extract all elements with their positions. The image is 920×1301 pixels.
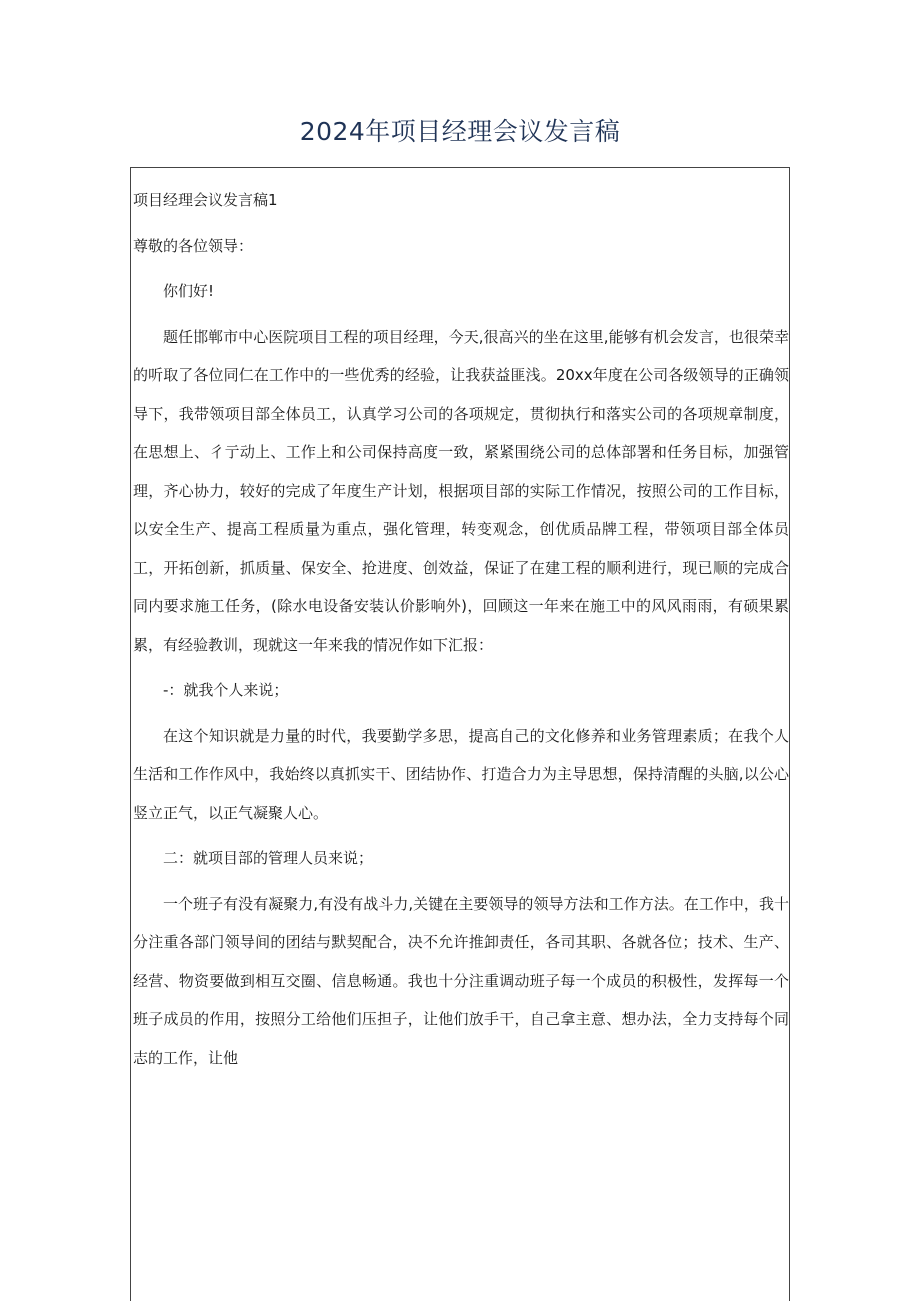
- subheading-personal: -：就我个人来说；: [163, 681, 289, 699]
- document-body: [133, 181, 789, 1077]
- document-title: 2024年项目经理会议发言稿: [299, 117, 621, 146]
- body-paragraph-management: 一个班子有没有凝聚力,有没有战斗力,关键在主要领导的领导方法和工作方法。在工作中，我十分注重各部门领导间的团结与默契配合，决不允许推卸责任，各司其职、各就各位；技术、生产、经营、物资要做到相互交圈、信息畅通。我也十分注重调动班子每一个成员的积极性，发挥每一个班子成员的作用，按照分工给他们压担子，让他们放手干，自己拿主意、想办法，全力支持每个同志的工作，让他: [133, 894, 789, 1067]
- body-paragraph-personal: 在这个知识就是力量的时代，我要勤学多思，提高自己的文化修养和业务管理素质；在我个人生活和工作作风中，我始终以真抓实干、团结协作、打造合力为主导思想，保持清醒的头脑,以公心竖立正气，以正气凝聚人心。: [133, 726, 789, 822]
- section-heading: 项目经理会议发言稿1: [133, 191, 278, 209]
- salutation: 尊敬的各位领导：: [133, 236, 254, 255]
- body-paragraph-intro: 题任邯郸市中心医院项目工程的项目经理，今天,很高兴的坐在这里,能够有机会发言，也很荣幸的听取了各位同仁在工作中的一些优秀的经验，让我获益匪浅。20xx年度在公司各级领导的正确领导下，我带领项目部全体员工，认真学习公司的各项规定，贯彻执行和落实公司的各项规章制度，在思想上、彳亍动上、工作上和公司保持高度一致，紧紧围绕公司的总体部署和任务目标，加强管理，齐心协力，较好的完成了年度生产计划，根据项目部的实际工作情况，按照公司的工作目标，以安全生产、提高工程质量为重点，强化管理，转变观念，创优质品牌工程，带领项目部全体员工，开拓创新，抓质量、保安全、抢进度、创效益，保证了在建工程的顺利进行，现已顺的完成合同内要求施工任务，(除水电设备安装认价影响外)，回顾这一年来在施工中的风风雨雨，有硕果累累，有经验教训，现就这一年来我的情况作如下汇报：: [133, 327, 789, 654]
- subheading-management: 二：就项目部的管理人员来说；: [163, 849, 374, 867]
- greeting: 你们好!: [163, 282, 215, 300]
